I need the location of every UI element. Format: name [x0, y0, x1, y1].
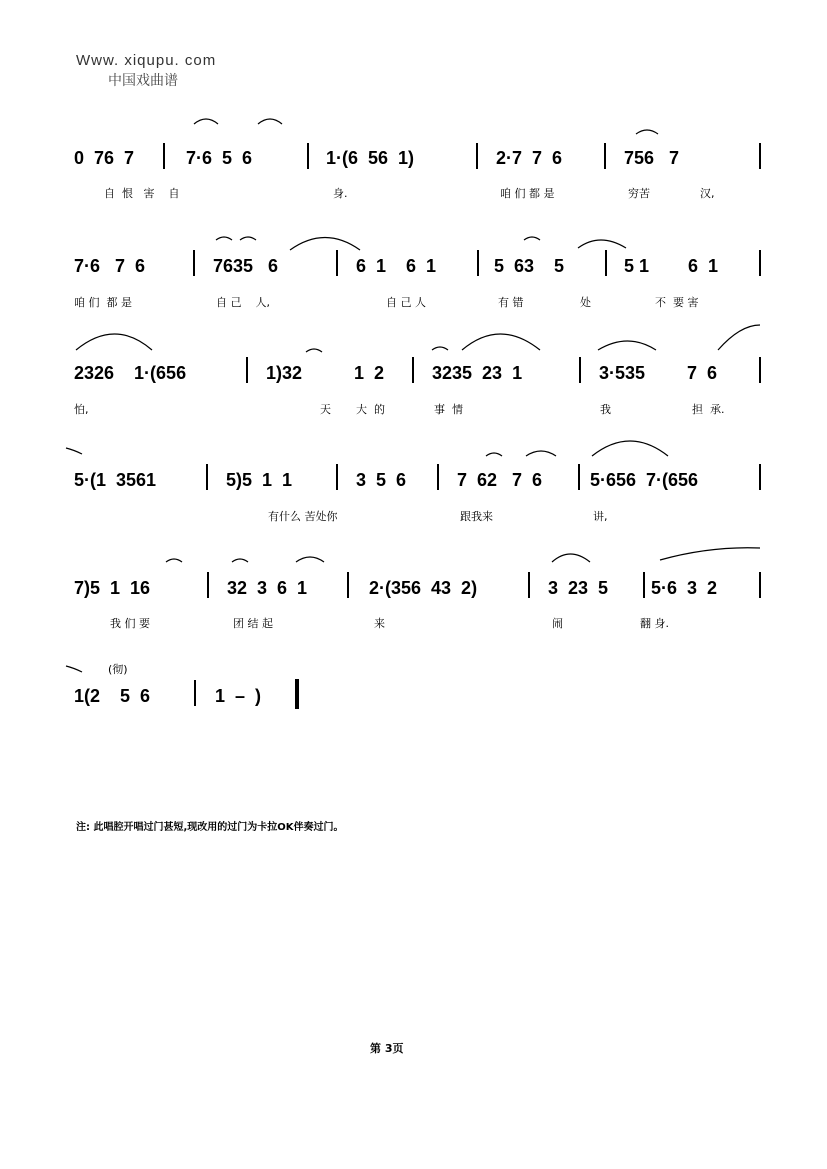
lyric: 咱 们 都 是	[500, 187, 555, 200]
notes-seg: 7 62 7 6	[457, 470, 543, 490]
notes-seg: 5·656 7·(656	[590, 470, 699, 490]
lyric: 怕,	[74, 403, 89, 416]
notes-seg: 6 1 6 1	[356, 256, 437, 276]
page-number: 第 3页	[370, 1042, 404, 1055]
notes-seg: 1 2	[354, 363, 385, 383]
footnote: 注: 此唱腔开唱过门甚短,现改用的过门为卡拉OK伴奏过门。	[76, 822, 344, 833]
notes-seg: 3235 23 1	[432, 363, 523, 383]
lyric: 有什么 苦处你	[268, 510, 338, 523]
lyric: 事 情	[434, 403, 463, 416]
notes-seg: 7635 6	[213, 256, 279, 276]
lyric: 我 们 要	[110, 617, 150, 630]
notes-seg: 5 63 5	[494, 256, 565, 276]
notes-seg: 5)5 1 1	[226, 470, 293, 490]
lyric: 汉,	[700, 187, 715, 200]
lyric: 我	[600, 403, 611, 416]
notes-seg: 2326 1·(656	[74, 363, 187, 383]
lyric: 身.	[333, 187, 348, 200]
lyric: 团 结 起	[233, 617, 273, 630]
notes-seg: 2·(356 43 2)	[369, 578, 478, 598]
notes-seg: 3 23 5	[548, 578, 609, 598]
lyric: 不 要 害	[655, 296, 699, 309]
lyric: 来	[374, 617, 385, 630]
notes-seg: 1 – )	[215, 686, 262, 706]
lyric: 跟我来	[460, 510, 493, 523]
notes-seg: 7)5 1 16	[74, 578, 151, 598]
notes-seg: 1(2 5 6	[74, 686, 151, 706]
notes-seg: 756 7	[624, 148, 680, 168]
notes-seg: 3 5 6	[356, 470, 407, 490]
notes-seg: 32 3 6 1	[227, 578, 308, 598]
lyric: 处	[580, 296, 591, 309]
lyric: 穷苦	[628, 187, 650, 200]
lyric: 咱 们 都 是	[74, 296, 132, 309]
lyric: 大 的	[356, 403, 385, 416]
lyric: 讲,	[593, 510, 608, 523]
notes-seg: 7 6	[687, 363, 718, 383]
notes-seg: 5 1	[624, 256, 650, 276]
annotation: (彻)	[108, 663, 128, 676]
lyric: 自 恨 害 自	[104, 187, 180, 200]
watermark-url: Www. xiqupu. com	[76, 52, 217, 69]
notes-seg: 3·535	[599, 363, 646, 383]
notes-seg: 1)32	[266, 363, 303, 383]
notes-seg: 7·6 7 6	[74, 256, 146, 276]
watermark-name: 中国戏曲谱	[108, 73, 178, 89]
notes-seg: 1·(6 56 1)	[326, 148, 415, 168]
notes-seg: 5·6 3 2	[651, 578, 718, 598]
lyric: 自 己 人	[386, 296, 426, 309]
notes-seg: 5·(1 3561	[74, 470, 157, 490]
notes-seg: 0 76 7	[74, 148, 135, 168]
notes-seg: 6 1	[688, 256, 719, 276]
lyric: 翻 身.	[640, 617, 669, 630]
lyric: 天	[320, 403, 331, 416]
lyric: 自 己 人,	[216, 296, 270, 309]
notes-seg: 7·6 5 6	[186, 148, 253, 168]
notes-seg: 2·7 7 6	[496, 148, 563, 168]
lyric: 闹	[552, 617, 563, 630]
lyric: 有 错	[498, 296, 524, 309]
lyric: 担 承.	[692, 403, 725, 416]
